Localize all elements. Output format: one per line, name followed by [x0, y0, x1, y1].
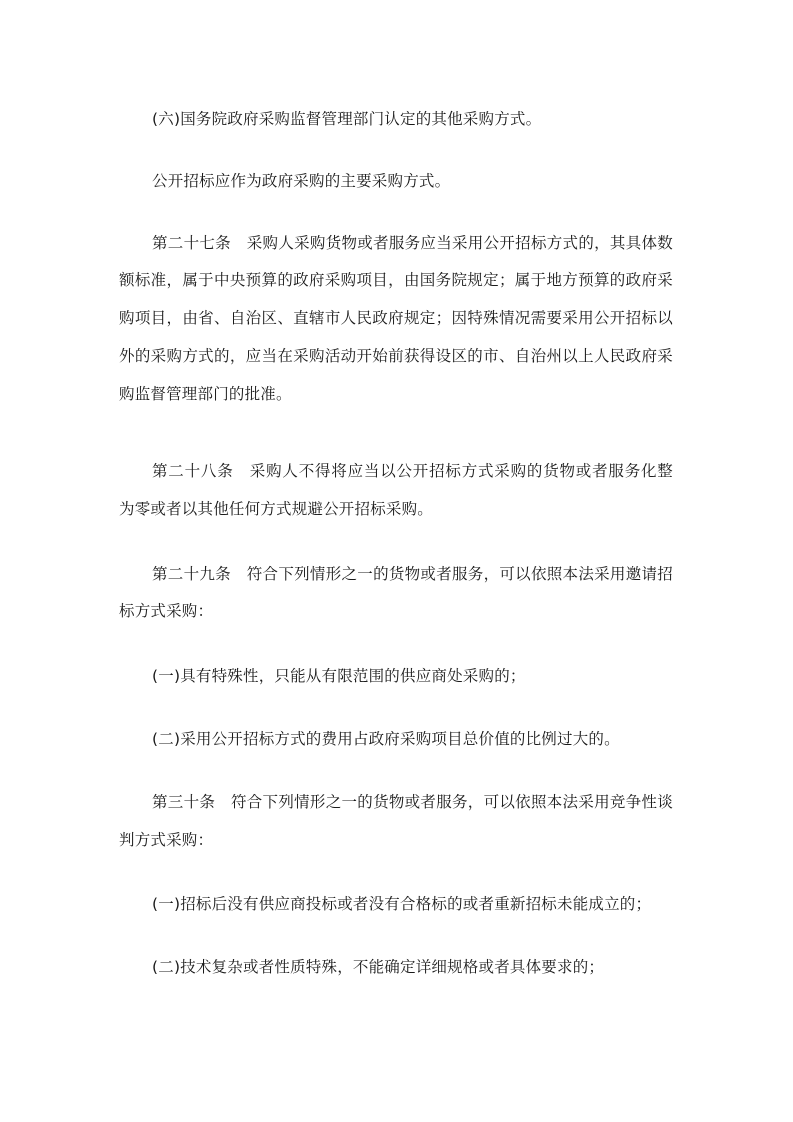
article-30-line: 第三十条 符合下列情形之一的货物或者服务，可以依照本法采用竞争性谈	[152, 793, 673, 811]
article-28-line: 为零或者以其他任何方式规避公开招标采购。	[119, 500, 434, 518]
article-27-line: 外的采购方式的，应当在采购活动开始前获得设区的市、自治州以上人民政府采	[119, 347, 673, 365]
list-item-line: (一)招标后没有供应商投标或者没有合格标的或者重新招标未能成立的；	[152, 895, 652, 913]
article-27-line: 额标准，属于中央预算的政府采购项目，由国务院规定；属于地方预算的政府采	[119, 271, 673, 289]
article-29-line: 第二十九条 符合下列情形之一的货物或者服务，可以依照本法采用邀请招	[152, 565, 673, 583]
list-item-line: (一)具有特殊性，只能从有限范围的供应商处采购的；	[152, 667, 526, 685]
paragraph-line: (六)国务院政府采购监督管理部门认定的其他采购方式。	[152, 110, 542, 128]
article-28-line: 第二十八条 采购人不得将应当以公开招标方式采购的货物或者服务化整	[152, 462, 673, 480]
paragraph-line: 公开招标应作为政府采购的主要采购方式。	[152, 172, 451, 190]
article-27-line: 购监督管理部门的批准。	[119, 385, 292, 403]
list-item-line: (二)采用公开招标方式的费用占政府采购项目总价值的比例过大的。	[152, 730, 620, 748]
article-30-line: 判方式采购：	[119, 831, 214, 849]
article-29-line: 标方式采购：	[119, 602, 214, 620]
article-27-line: 第二十七条 采购人采购货物或者服务应当采用公开招标方式的，其具体数	[152, 234, 673, 252]
list-item-line: (二)技术复杂或者性质特殊，不能确定详细规格或者具体要求的；	[152, 958, 605, 976]
article-27-line: 购项目，由省、自治区、直辖市人民政府规定；因特殊情况需要采用公开招标以	[119, 309, 673, 327]
